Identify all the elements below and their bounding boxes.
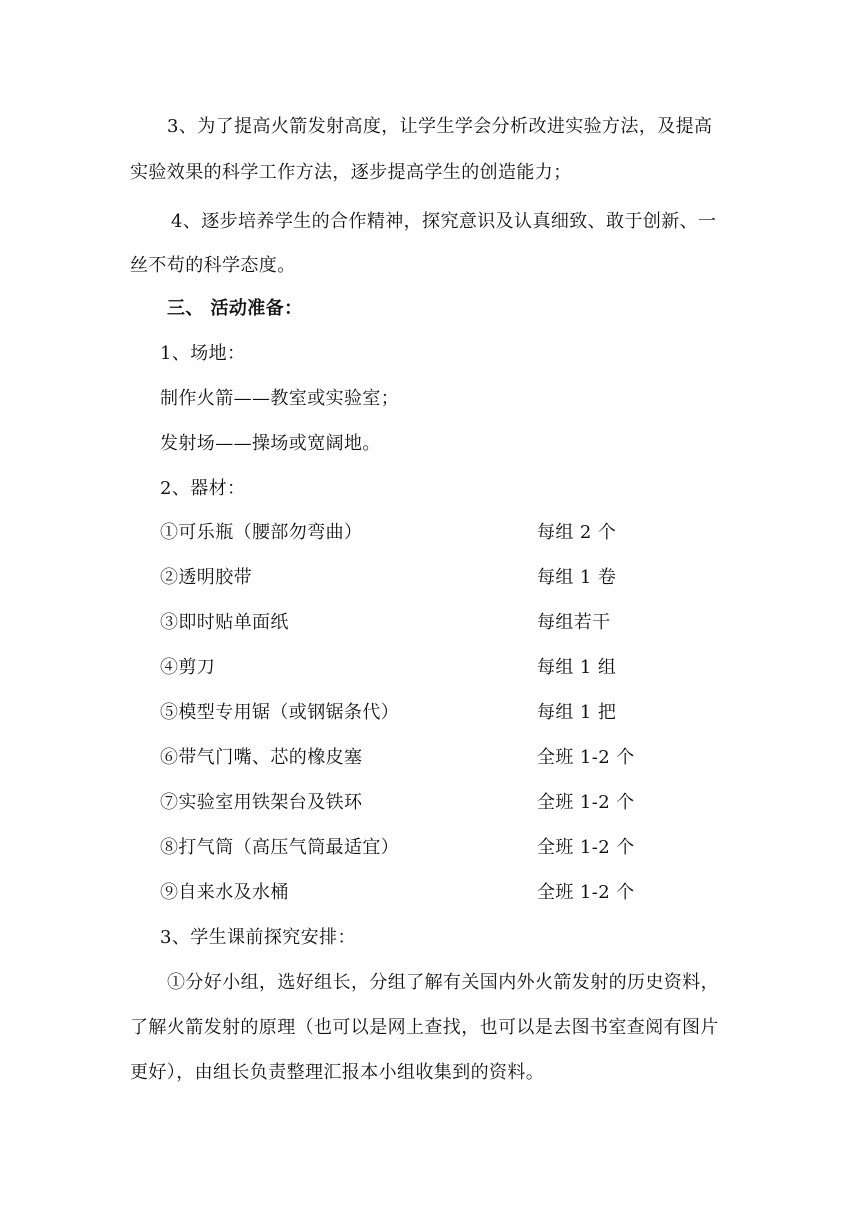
equipment-item-quantity: 每组若干 [537,612,611,633]
equipment-label: 2、器材： [160,478,246,499]
equipment-item-name: ②透明胶带 [160,567,252,588]
venue-line-2: 发射场——操场或宽阔地。 [160,433,381,454]
equipment-item-name: ⑦实验室用铁架台及铁环 [160,792,363,813]
prep-label: 3、学生课前探究安排： [160,927,356,948]
equipment-item-name: ④剪刀 [160,657,216,678]
section-heading: 三、 活动准备： [167,298,303,319]
equipment-item-name: ⑥带气门嘴、芯的橡皮塞 [160,747,363,768]
paragraph-4-line-1: 4、逐步培养学生的合作精神，探究意识及认真细致、敢于创新、一 [171,211,717,232]
prep-line-2: 了解火箭发射的原理（也可以是网上查找，也可以是去图书室查阅有图片 [130,1017,719,1038]
equipment-item-quantity: 全班 1-2 个 [537,882,635,903]
equipment-item-name: ③即时贴单面纸 [160,612,289,633]
equipment-item-name: ⑤模型专用锯（或钢锯条代） [160,702,400,723]
equipment-item-quantity: 全班 1-2 个 [537,837,635,858]
equipment-item-quantity: 每组 1 组 [537,657,617,678]
prep-line-1: ①分好小组，选好组长，分组了解有关国内外火箭发射的历史资料， [167,972,719,993]
equipment-item-name: ⑨自来水及水桶 [160,882,289,903]
paragraph-3-line-1: 3、为了提高火箭发射高度，让学生学会分析改进实验方法，及提高 [167,116,713,137]
venue-line-1: 制作火箭——教室或实验室； [160,388,400,409]
paragraph-4-line-2: 丝不苟的科学态度。 [130,255,296,276]
prep-line-3: 更好），由组长负责整理汇报本小组收集到的资料。 [130,1062,545,1083]
equipment-item-name: ⑧打气筒（高压气筒最适宜） [160,837,400,858]
equipment-item-quantity: 全班 1-2 个 [537,747,635,768]
equipment-item-quantity: 每组 1 把 [537,702,617,723]
equipment-item-quantity: 每组 2 个 [537,522,617,543]
equipment-item-quantity: 全班 1-2 个 [537,792,635,813]
equipment-item-quantity: 每组 1 卷 [537,567,617,588]
equipment-item-name: ①可乐瓶（腰部勿弯曲） [160,522,363,543]
paragraph-3-line-2: 实验效果的科学工作方法，逐步提高学生的创造能力； [130,162,572,183]
venue-label: 1、场地： [160,343,246,364]
